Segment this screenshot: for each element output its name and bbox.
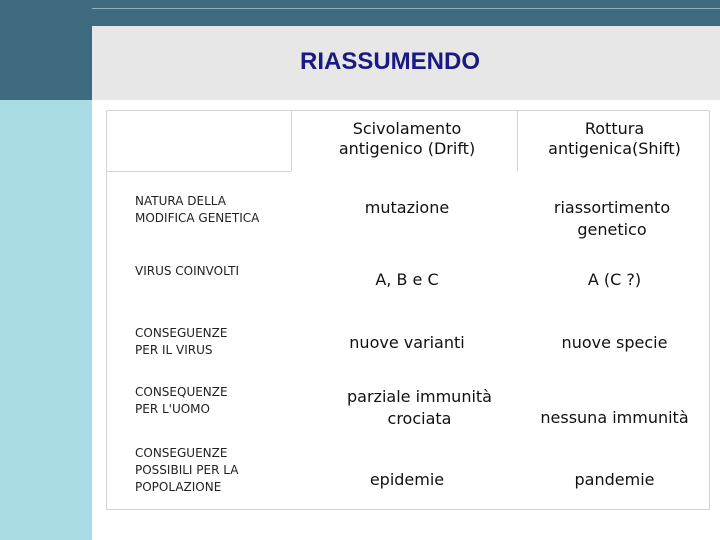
table-divider <box>517 111 518 171</box>
shift-cell: nuove specie <box>561 333 668 352</box>
slide-title: RIASSUMENDO <box>299 48 480 75</box>
shift-cell: A (C ?) <box>587 270 642 289</box>
comparison-table <box>106 110 710 510</box>
drift-cell: A, B e C <box>375 270 439 289</box>
background-divider-line <box>92 8 720 9</box>
row-label: NATURA DELLA MODIFICA GENETICA <box>135 194 260 225</box>
shift-cell: nessuna immunità <box>540 408 689 427</box>
drift-cell: nuove varianti <box>349 333 465 352</box>
table-divider <box>107 171 291 172</box>
drift-cell: parziale immunità crociata <box>347 387 492 428</box>
shift-cell: riassortimento genetico <box>553 198 671 239</box>
row-label: CONSEGUENZE PER IL VIRUS <box>135 326 228 357</box>
drift-cell: mutazione <box>364 198 450 217</box>
column-header-drift: Scivolamento antigenico (Drift) <box>338 119 476 158</box>
column-header-shift: Rottura antigenica(Shift) <box>548 119 681 158</box>
drift-cell: epidemie <box>369 470 445 489</box>
table-divider <box>291 111 292 171</box>
background-top-band-dark <box>92 0 720 26</box>
shift-cell: pandemie <box>574 470 655 489</box>
row-label: CONSEQUENZE PER L'UOMO <box>135 385 228 416</box>
background-left-band-light <box>0 100 92 540</box>
row-label: CONSEGUENZE POSSIBILI PER LA POPOLAZIONE <box>135 446 239 494</box>
row-label: VIRUS COINVOLTI <box>135 264 239 278</box>
background-left-band-dark <box>0 0 92 100</box>
